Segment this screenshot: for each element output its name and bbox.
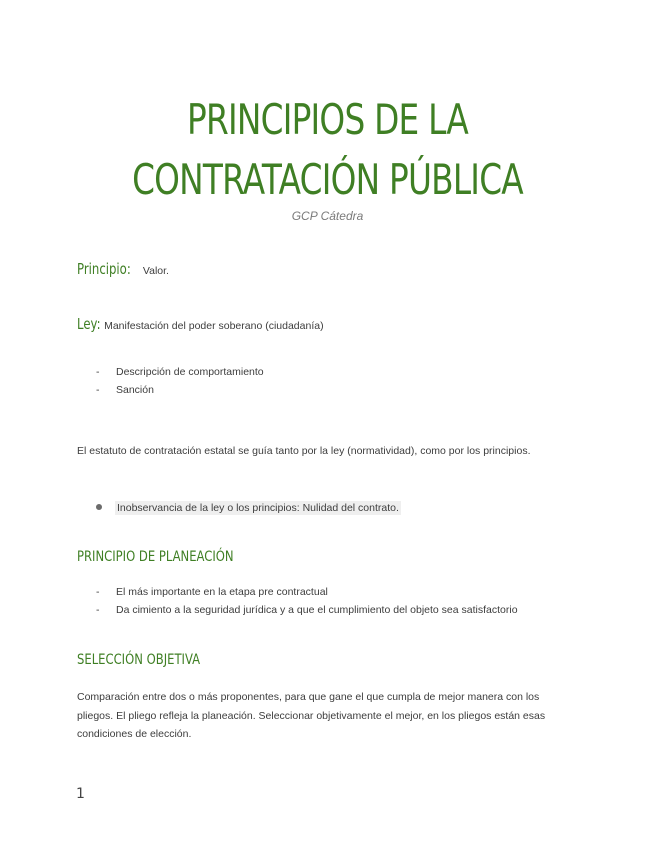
nulidad-bullet-item xyxy=(96,502,401,514)
document-subtitle: GCP Cátedra xyxy=(291,209,364,223)
planeacion-list-item: - El más importante en la etapa pre contractual xyxy=(96,586,328,598)
seleccion-heading: SELECCIÓN OBJETIVA xyxy=(77,652,201,668)
bullet-dot-icon xyxy=(96,504,102,510)
ley-list-item: - Sanción xyxy=(96,384,154,396)
principio-line xyxy=(77,261,169,279)
ley-line xyxy=(77,316,324,334)
estatuto-paragraph: El estatuto de contratación estatal se guía tanto por la ley (normatividad), como por los principios. xyxy=(77,445,531,457)
ley-list-item: - Descripción de comportamiento xyxy=(96,366,264,378)
document-title-line-1: PRINCIPIOS DE LA xyxy=(187,95,468,144)
principio-label: Principio: xyxy=(77,260,131,278)
document-title-line-2: CONTRATACIÓN PÚBLICA xyxy=(132,155,523,204)
page-number: 1 xyxy=(76,786,85,802)
planeacion-list-item: - Da cimiento a la seguridad jurídica y a que el cumplimiento del objeto sea satisfactorio xyxy=(96,604,518,616)
principio-text: Valor. xyxy=(142,265,169,277)
seleccion-paragraph: Comparación entre dos o más proponentes, para que gane el que cumpla de mejor manera con los pliegos. El pliego refleja la planeación. Seleccionar objetivamente el mejor, en los pliegos están esas condiciones de elección. xyxy=(77,691,546,740)
nulidad-text: Inobservancia de la ley o los principios: Nulidad del contrato. xyxy=(117,502,399,514)
planeacion-heading: PRINCIPIO DE PLANEACIÓN xyxy=(77,549,234,565)
ley-text: Manifestación del poder soberano (ciudadanía) xyxy=(104,320,324,332)
ley-label: Ley: xyxy=(77,315,101,333)
